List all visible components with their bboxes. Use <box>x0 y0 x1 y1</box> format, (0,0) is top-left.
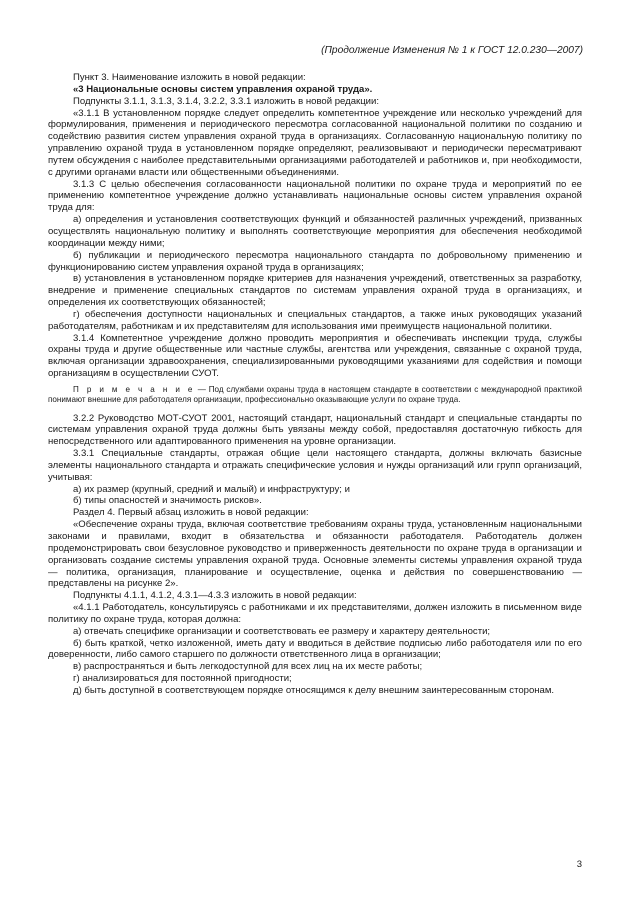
paragraph-item-3-intro: Пункт 3. Наименование изложить в новой редакции: <box>73 72 306 83</box>
paragraph-section-4: Раздел 4. Первый абзац изложить в новой редакции: <box>73 507 309 519</box>
note-label: П р и м е ч а н и е <box>73 384 195 394</box>
list-item-v: в) установления в установленном порядке критериев для назначения учреждений, ответственных за разработку, внедрение и применение специальных стандартов по системам управления охраной труда в организациях, и определения их соответствующих обязанностей; <box>48 273 582 309</box>
paragraph-subitems-4-intro: Подпункты 4.1.1, 4.1.2, 4.3.1—4.3.3 изложить в новой редакции: <box>73 590 357 602</box>
list-item-g: г) обеспечения доступности национальных и специальных стандартов, а также иных руководящих указаний работодателям, работникам и их представителям для использования ими преимуществ национальной политики. <box>48 308 582 332</box>
paragraph-3-3-1: 3.3.1 Специальные стандарты, отражая общие цели настоящего стандарта, должны включать базисные элементы национального стандарта и отражать специфические условия и нужды организаций или групп организаций, учитывая: <box>48 448 582 483</box>
paragraph-3-1-3: 3.1.3 С целью обеспечения согласованности национальной политики по охране труда и мероприятий по ее применению компетентное учреждение должно устанавливать национальные основы систем управления охраной труда для: <box>48 178 582 214</box>
paragraph-3-2-2: 3.2.2 Руководство МОТ-СУОТ 2001, настоящий стандарт, национальный стандарт и специальные стандарты по системам управления охраной труда должны быть увязаны между собой, предоставляя достаточную гибкость для непосредственного или адаптированного применения на уровне организации. <box>48 412 582 448</box>
continuation-header: (Продолжение Изменения № 1 к ГОСТ 12.0.230—2007) <box>321 45 583 56</box>
list-item-a: а) их размер (крупный, средний и малый) и инфраструктуру; и <box>73 483 350 495</box>
list-item-v: в) распространяться и быть легкодоступной для всех лиц на их месте работы; <box>73 661 423 673</box>
list-item-a: а) определения и установления соответствующих функций и обязанностей различных учреждений, призванных осуществлять национальную политику и выполнять соответствующие мероприятия для обеспечения необходимой координации между ними; <box>48 214 582 249</box>
list-item-b: б) быть краткой, четко изложенной, иметь дату и вводиться в действие подписью либо работодателя или по его доверенности, либо самого старшего по должности ответственного лица в организации; <box>48 637 582 661</box>
paragraph-4-1-1: «4.1.1 Работодатель, консультируясь с работниками и их представителями, должен изложить в письменном виде политику по охране труда, которая должна: <box>48 602 582 625</box>
list-item-d: д) быть доступной в соответствующем порядке относящимся к делу внешним заинтересованным сторонам. <box>73 684 555 696</box>
list-item-b: б) типы опасностей и значимость рисков». <box>73 495 262 507</box>
list-item-g: г) анализироваться для постоянной пригодности; <box>73 673 292 685</box>
paragraph-3-1-4: 3.1.4 Компетентное учреждение должно проводить мероприятия и обеспечивать инспекции труда, службы охраны труда и другие общественные или частные службы, агентства или учреждения, связанные с охраной труда, включая организации здравоохранения, специализированными руководящими указаниями для содействия и помощи организациям в осуществлении СУОТ. <box>48 332 582 380</box>
list-item-a: а) отвечать специфике организации и соответствовать ее размеру и характеру деятельности; <box>73 625 491 637</box>
section-title: «3 Национальные основы систем управления охраной труда». <box>73 83 373 95</box>
note-text: — Под службами охраны труда в настоящем стандарте в соответствии с международной практикой понимают внешние для работодателя организации, профессионально оказывающие услуги по охране труда. <box>48 384 582 405</box>
document-body <box>48 72 582 697</box>
list-item-b: б) публикации и периодического пересмотра национального стандарта по добровольному применению и функционированию систем управления охраной труда в организациях; <box>48 249 582 273</box>
page-number: 3 <box>576 859 582 870</box>
paragraph-3-1-1: «3.1.1 В установленном порядке следует определить компетентное учреждение или несколько учреждений для формулирования, применения и периодического пересмотра согласованной национальной политики по созданию и содействию развития систем управления охраной труда в организациях. Согласованную национальную политику по управлению охраной труда в установленном порядке определяют, реализовывают и периодически пересматривают путем обсуждения с наиболее представительными организациями работодателей и работников и, при необходимости, с другими органами власти или общественными объединениями. <box>48 107 582 178</box>
paragraph-section-4-text: «Обеспечение охраны труда, включая соответствие требованиям охраны труда, установленным национальными законами и правилами, входит в обязательства и обязанности работодателя. Работодатель должен продемонстрировать свои безусловное руководство и приверженность деятельности по охране труда в организации и организовать создание системы управления охраной труда. Основные элементы системы управления охраной труда — политика, организация, планирование и осуществление, оценка и действия по совершенствованию — представлены на рисунке 2». <box>48 519 582 590</box>
note <box>48 385 582 406</box>
paragraph-subitems-intro: Подпункты 3.1.1, 3.1.3, 3.1.4, 3.2.2, 3.3.1 изложить в новой редакции: <box>73 95 379 107</box>
